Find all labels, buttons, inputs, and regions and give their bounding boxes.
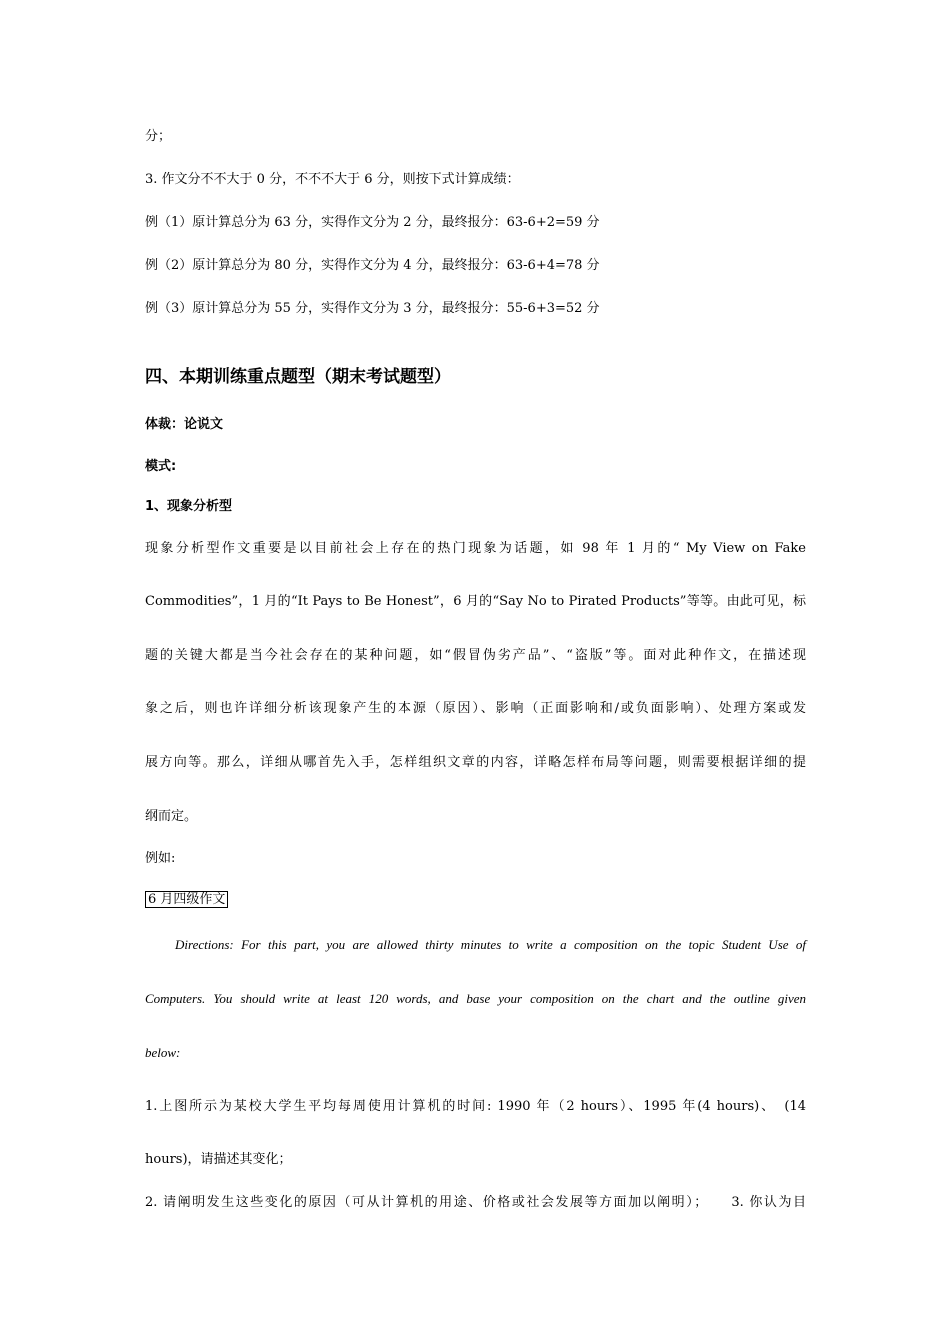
genre-label: 体裁：论说文 [145, 417, 224, 432]
directions-line: Directions: For this part, you are allowed thirty minutes to write a composition on the topic Student Use of [175, 937, 806, 952]
boxed-title-wrap [145, 891, 228, 909]
example-2: 例（2）原计算总分为 80 分，实得作文分为 4 分，最终报分：63-6+4=78 分 [145, 258, 600, 273]
outline-line: 1.上图所示为某校大学生平均每周使用计算机的时间: 1990 年（2 hours）、1995 年(4 hours)、 (14 [145, 1099, 806, 1114]
paragraph-line: 展方向等。那么，详细从哪首先入手，怎样组织文章的内容，详略怎样布局等问题，则需要根据详细的提 [145, 755, 806, 770]
paragraph-line: 题的关键大都是当今社会存在的某种问题，如“假冒伪劣产品”、“盗版”等。面对此种作文，在描述现 [145, 648, 806, 663]
scoring-rule-3: 3. 作文分不不大于 0 分，不不不大于 6 分，则按下式计算成绩： [145, 172, 520, 187]
example-3: 例（3）原计算总分为 55 分，实得作文分为 3 分，最终报分：55-6+3=52 分 [145, 301, 600, 316]
type-heading: 1、现象分析型 [145, 499, 233, 514]
directions-line: below: [145, 1045, 181, 1060]
outline-line: hours)，请描述其变化； [145, 1152, 292, 1167]
paragraph-line: 象之后，则也许详细分析该现象产生的本源（原因）、影响（正面影响和/或负面影响）、处理方案或发 [145, 701, 806, 716]
boxed-title: 6 月四级作文 [145, 891, 228, 908]
paragraph-line: Commodities”，1 月的“It Pays to Be Honest”，6 月的“Say No to Pirated Products”等等。由此可见，标 [145, 594, 806, 609]
outline-line: 2. 请阐明发生这些变化的原因（可从计算机的用途、价格或社会发展等方面加以阐明）； 3. 你认为目 [145, 1195, 806, 1210]
paragraph-line: 现象分析型作文重要是以目前社会上存在的热门现象为话题，如 98 年 1 月的“ My View on Fake [145, 541, 806, 556]
mode-label: 模式: [145, 459, 177, 474]
example-label: 例如: [145, 851, 176, 866]
section-heading: 四、本期训练重点题型（期末考试题型） [145, 367, 451, 387]
paragraph-line: 纲而定。 [145, 809, 198, 824]
directions-line: Computers. You should write at least 120 words, and base your composition on the chart and the outline given [145, 991, 806, 1006]
text-line: 分； [145, 129, 172, 144]
example-1: 例（1）原计算总分为 63 分，实得作文分为 2 分，最终报分：63-6+2=59 分 [145, 215, 600, 230]
